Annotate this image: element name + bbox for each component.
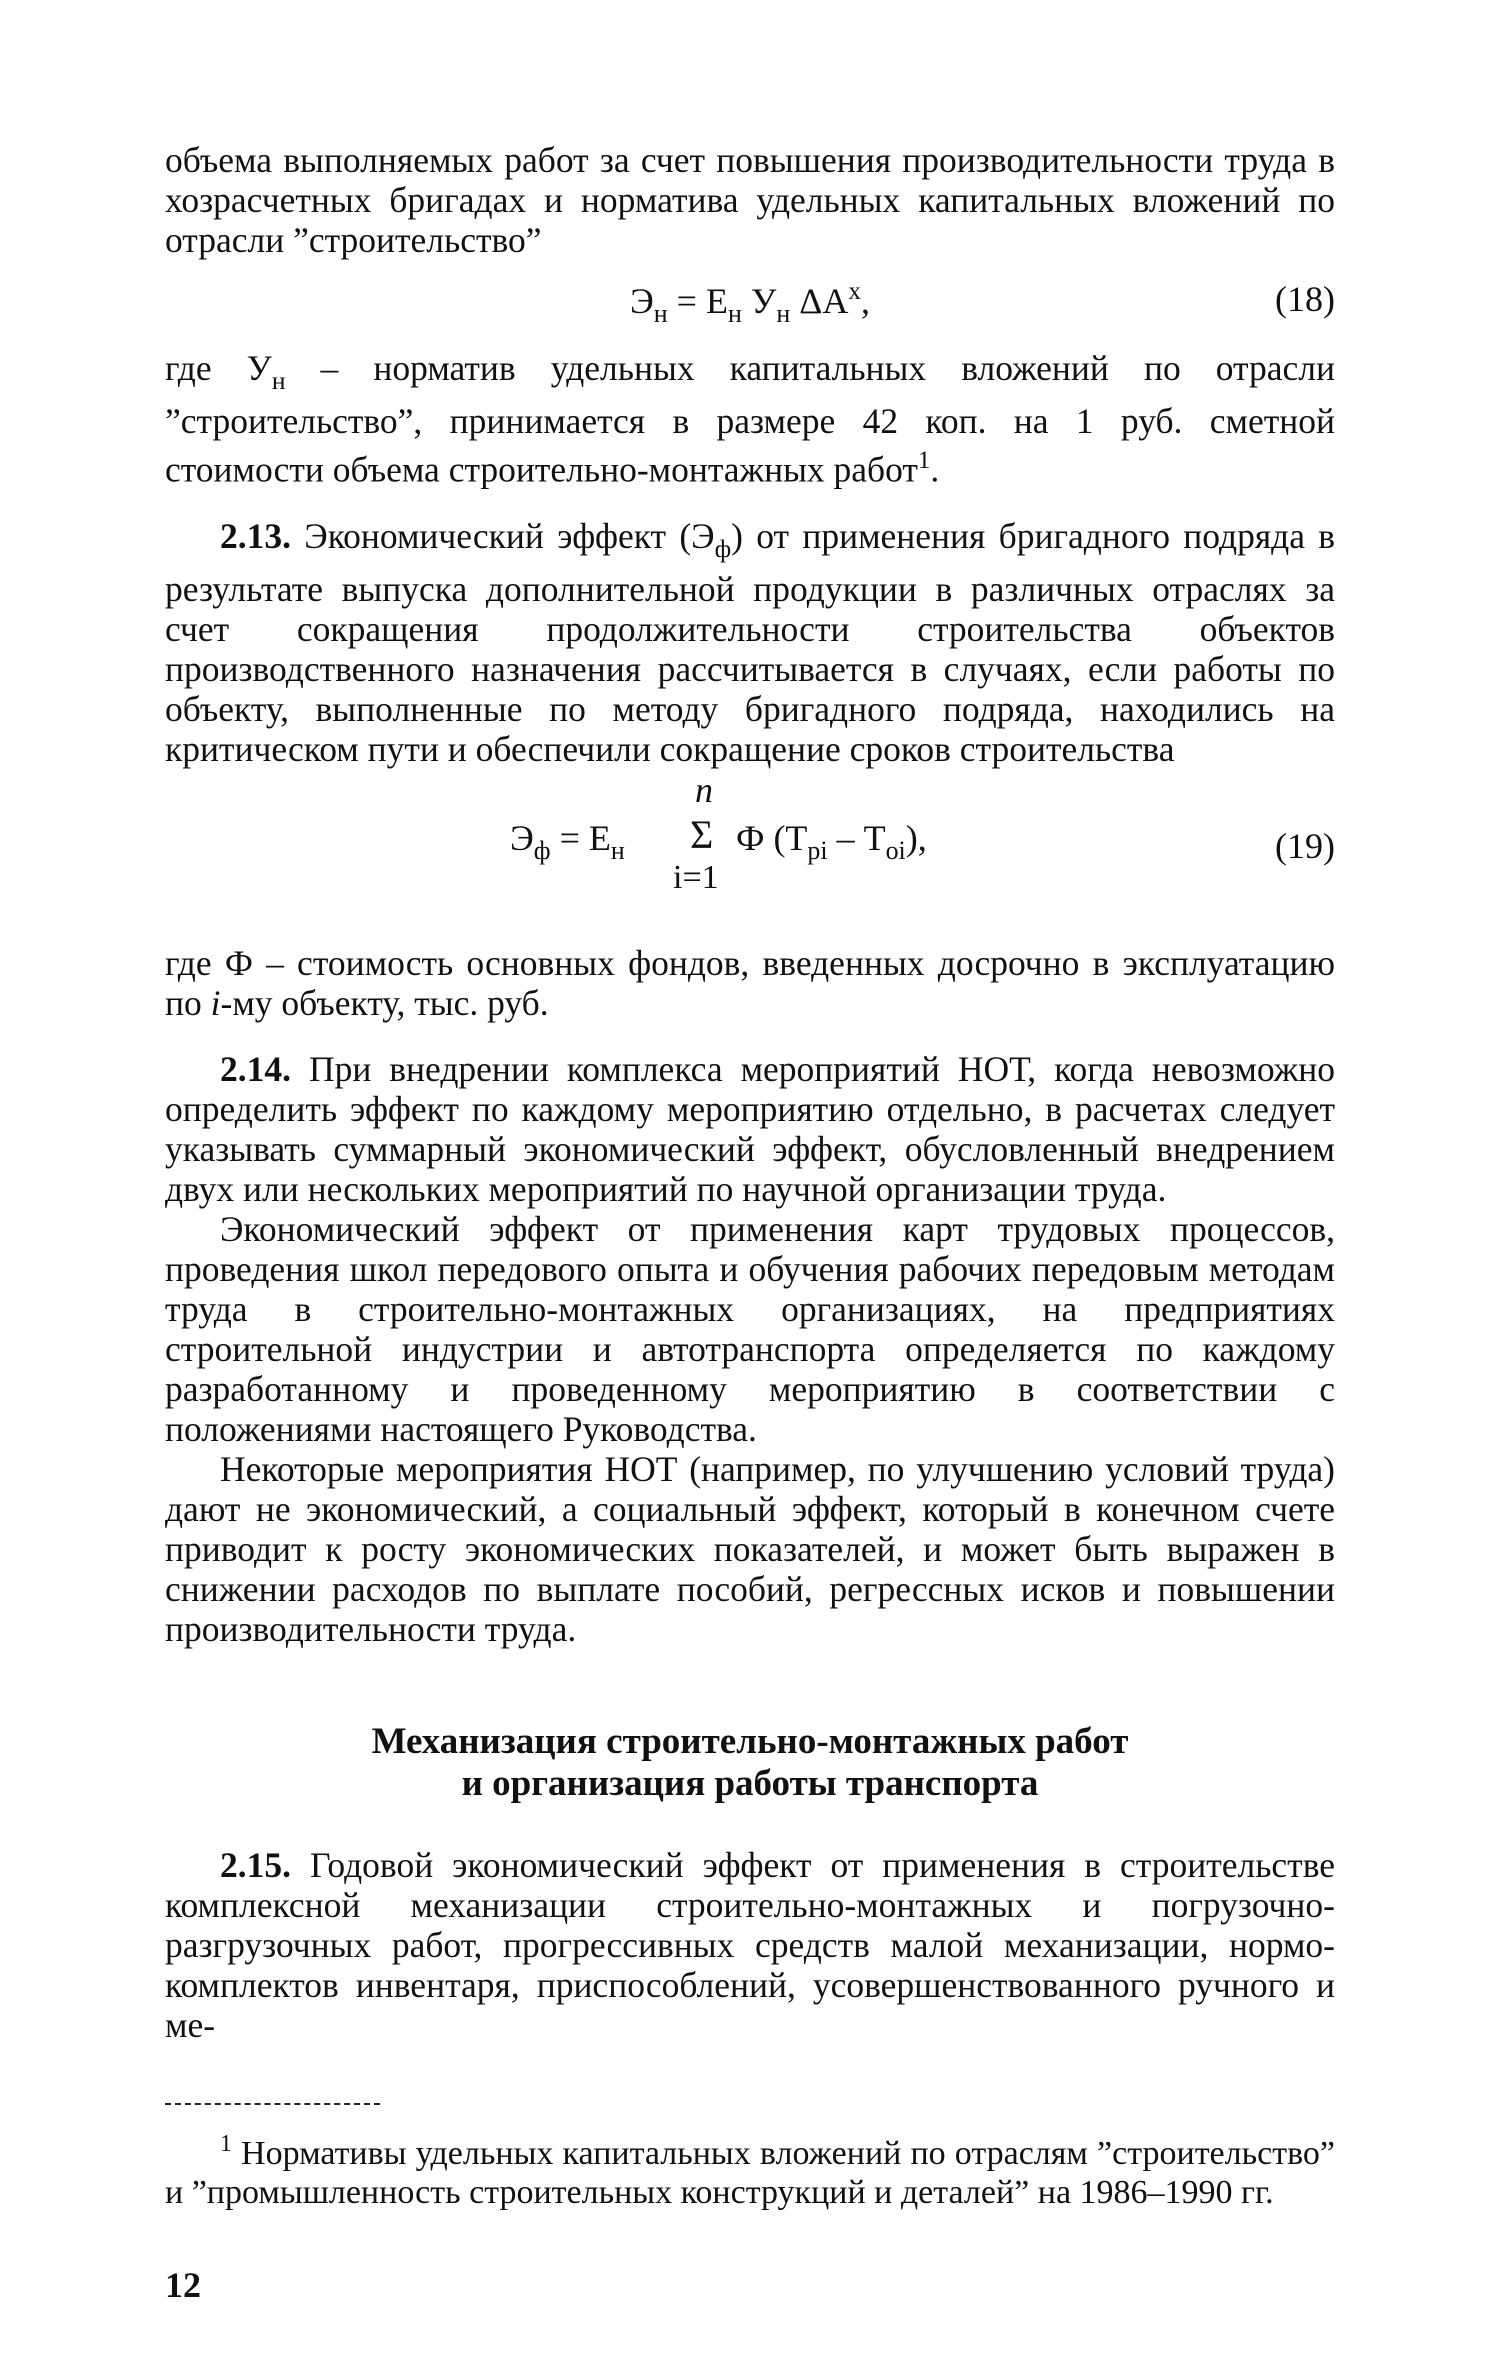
- formula-18-number: (18): [1275, 279, 1335, 319]
- formula-18-expression: $Э_н = Е_н$ $У_н$ $\Delta А^х$,: [630, 278, 870, 328]
- section-heading-line-2: и организация работы транспорта: [461, 1762, 1039, 1804]
- formula-19-expression: $Э_ф = Е_н$ n Σ i=1 Ф $(Т_{pi} - Т_{oi})$,: [510, 769, 927, 896]
- paragraph-where-18: где $У_н$ – норматив удельных капитальных вложений по отрасли ”строительство”, принимается в размере 42 коп. на 1 руб. сметной стоимости объема строительно-монтажных работ$^1$.: [165, 348, 1335, 490]
- paragraph-2-13: 2.13. Экономический эффект $(Э_ф)$ от применения бригадного подряда в результате выпуска дополнительной продукции в различных отраслях за счет сокращения продолжительности строительства объектов производственного назначения рассчитывается в случаях, если работы по объекту, выполненные по методу бригадного подряда, находились на критическом пути и обеспечили сокращение сроков строительства: [165, 515, 1335, 769]
- section-number-2-13: 2.13.: [220, 515, 291, 556]
- formula-19-number: (19): [1275, 825, 1335, 866]
- footnote: $^1$ Нормативы удельных капитальных вложений по отраслям ”строительство” и ”промышленность строительных конструкций и деталей” на 1986–1990 гг.: [165, 2130, 1335, 2211]
- paragraph-2-14-second: Экономический эффект от применения карт трудовых процессов, проведения школ передового опыта и обучения рабочих передовым методам труда в строительно-монтажных организациях, на предприятиях строительной индустрии и автотранспорта определяется по каждому разработанному и проведенному мероприятию в соответствии с положениями настоящего Руководства.: [165, 1208, 1335, 1449]
- sum-symbol: Σ: [690, 811, 714, 857]
- footnote-marker: 1: [220, 2130, 232, 2157]
- document-page: [165, 140, 1335, 2306]
- page-number: 12: [165, 2264, 201, 2305]
- paragraph-2-14: 2.14. При внедрении комплекса мероприятий НОТ, когда невозможно определить эффект по каждому мероприятию отдельно, в расчетах следует указывать суммарный экономический эффект, обусловленный внедрением двух или нескольких мероприятий по научной организации труда.: [165, 1048, 1335, 1209]
- paragraph-2-14-third: Некоторые мероприятия НОТ (например, по улучшению условий труда) дают не экономический, а социальный эффект, который в конечном счете приводит к росту экономических показателей, и может быть выражен в снижении расходов по выплате пособий, регрессных исков и повышении производительности труда.: [165, 1448, 1335, 1649]
- sum-lower-limit: i=1: [673, 858, 719, 896]
- paragraph-intro: объема выполняемых работ за счет повышения производительности труда в хозрасчетных бригадах и норматива удельных капитальных вложений по отрасли ”строительство”: [165, 140, 1335, 260]
- sum-upper-limit: n: [695, 769, 713, 810]
- formula-19: [165, 769, 1335, 919]
- formula-18: [165, 274, 1335, 334]
- section-number-2-14: 2.14.: [220, 1048, 291, 1089]
- section-heading-line-1: Механизация строительно-монтажных работ: [371, 1720, 1129, 1762]
- paragraph-2-15: 2.15. Годовой экономический эффект от применения в строительстве комплексной механизации строительно-монтажных и погрузочно-разгрузочных работ, прогрессивных средств малой механизации, нормо-комплектов инвентаря, приспособлений, усовершенствованного ручного и ме-: [165, 1844, 1335, 2045]
- paragraph-where-19: где Ф – стоимость основных фондов, введенных досрочно в эксплуатацию по i-му объекту, тыс. руб.: [165, 942, 1335, 1023]
- section-number-2-15: 2.15.: [220, 1844, 291, 1885]
